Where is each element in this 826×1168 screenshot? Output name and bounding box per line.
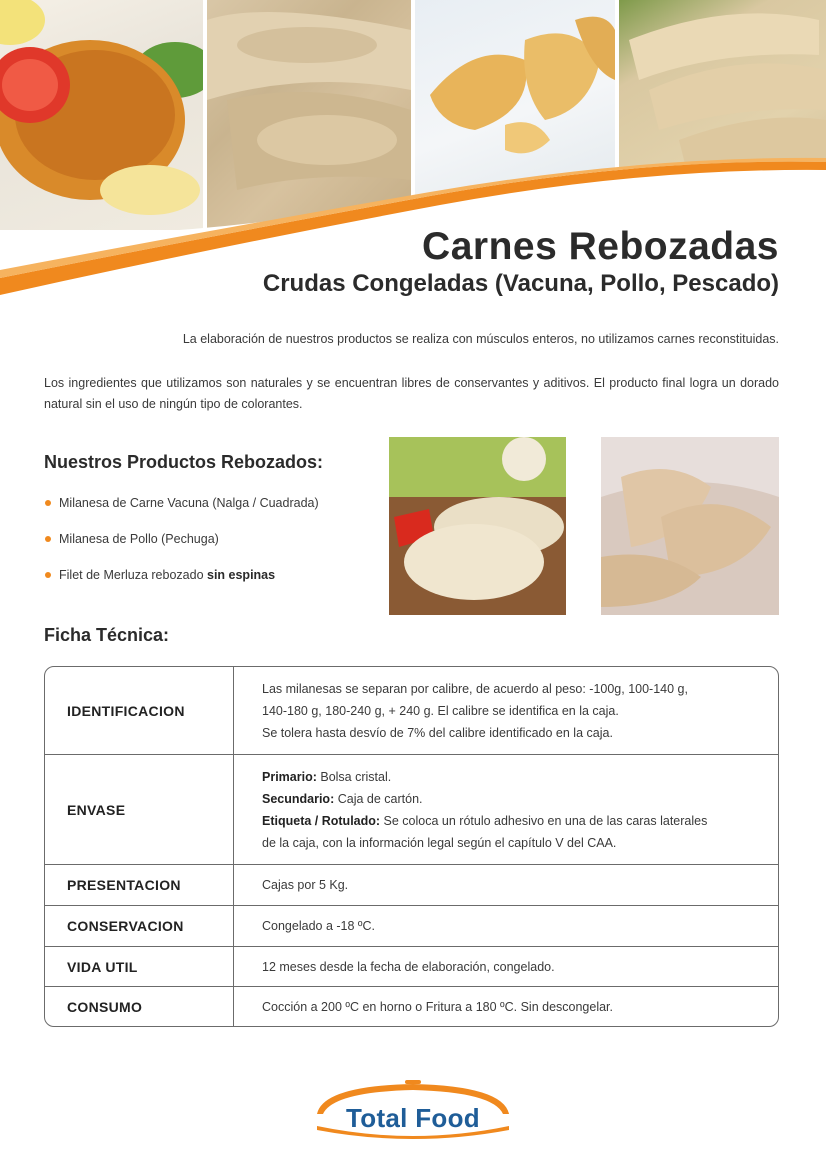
ficha-heading: Ficha Técnica:: [44, 625, 170, 645]
row-value: [234, 667, 778, 754]
row-label: IDENTIFICACION: [45, 667, 234, 754]
row-value-line: [262, 788, 707, 810]
table-row: [45, 986, 778, 1026]
row-label: CONSERVACION: [45, 906, 234, 946]
products-heading: Nuestros Productos Rebozados:: [44, 452, 324, 472]
product-item-label: Milanesa de Carne Vacuna (Nalga / Cuadrada): [59, 496, 319, 510]
row-value-line: de la caja, con la información legal según el capítulo V del CAA.: [262, 835, 617, 850]
product-item-text: Filet de Merluza rebozado: [59, 568, 207, 582]
row-value: 12 meses desde la fecha de elaboración, congelado.: [262, 959, 555, 974]
row-label: ENVASE: [45, 755, 234, 864]
intro-paragraph-1: La elaboración de nuestros productos se realiza con músculos enteros, no utilizamos carnes reconstituidas.: [182, 332, 779, 346]
total-food-logo: [313, 1080, 513, 1142]
list-item: [44, 568, 319, 604]
page-subtitle: Crudas Congeladas (Vacuna, Pollo, Pescado): [262, 270, 779, 297]
list-item: [44, 496, 319, 532]
row-value: [234, 755, 778, 864]
row-value-line: Las milanesas se separan por calibre, de acuerdo al peso: -100g, 100-140 g,: [262, 681, 688, 696]
etiqueta-label: Etiqueta / Rotulado:: [262, 813, 381, 828]
bullet-icon: [45, 500, 51, 506]
row-label: PRESENTACION: [45, 865, 234, 905]
secundario-label: Secundario:: [262, 791, 335, 806]
row-label: VIDA UTIL: [45, 947, 234, 986]
table-row: [45, 946, 778, 986]
bullet-icon: [45, 536, 51, 542]
brand-name: Total Food: [346, 1103, 480, 1133]
product-list: [44, 496, 319, 604]
row-value: Cocción a 200 ºC en horno o Fritura a 180 ºC. Sin descongelar.: [262, 999, 614, 1014]
page-title: Carnes Rebozadas: [422, 225, 779, 268]
row-value: Cajas por 5 Kg.: [262, 878, 349, 892]
row-value-line: [262, 766, 707, 788]
intro-paragraph-2: Los ingredientes que utilizamos son naturales y se encuentran libres de conservantes y aditivos. El producto final logra un dorado natural sin el uso de ningún tipo de colorantes.: [44, 376, 779, 411]
primario-value: Bolsa cristal.: [316, 769, 392, 784]
page-title-block: [263, 224, 779, 298]
table-row: [45, 667, 778, 754]
table-row: [45, 754, 778, 864]
table-row: [45, 864, 778, 905]
row-label: CONSUMO: [45, 987, 234, 1026]
list-item: [44, 532, 319, 568]
row-value-line: Se tolera hasta desvío de 7% del calibre identificado en la caja.: [262, 725, 613, 740]
secundario-value: Caja de cartón.: [334, 791, 423, 806]
product-item-emphasis: sin espinas: [207, 568, 276, 582]
table-row: [45, 905, 778, 946]
ficha-tecnica-table: [44, 666, 779, 1027]
primario-label: Primario:: [262, 769, 317, 784]
row-value-line: 140-180 g, 180-240 g, + 240 g. El calibre se identifica en la caja.: [262, 703, 619, 718]
row-value-line: [262, 810, 707, 832]
row-value: Congelado a -18 ºC.: [262, 919, 375, 933]
product-item-label: [59, 568, 275, 582]
bullet-icon: [45, 572, 51, 578]
product-item-label: Milanesa de Pollo (Pechuga): [59, 532, 219, 546]
photo-milanesas-board: [389, 437, 566, 615]
etiqueta-value: Se coloca un rótulo adhesivo en una de las caras laterales: [380, 813, 708, 828]
photo-fillets-bag: [601, 437, 779, 615]
